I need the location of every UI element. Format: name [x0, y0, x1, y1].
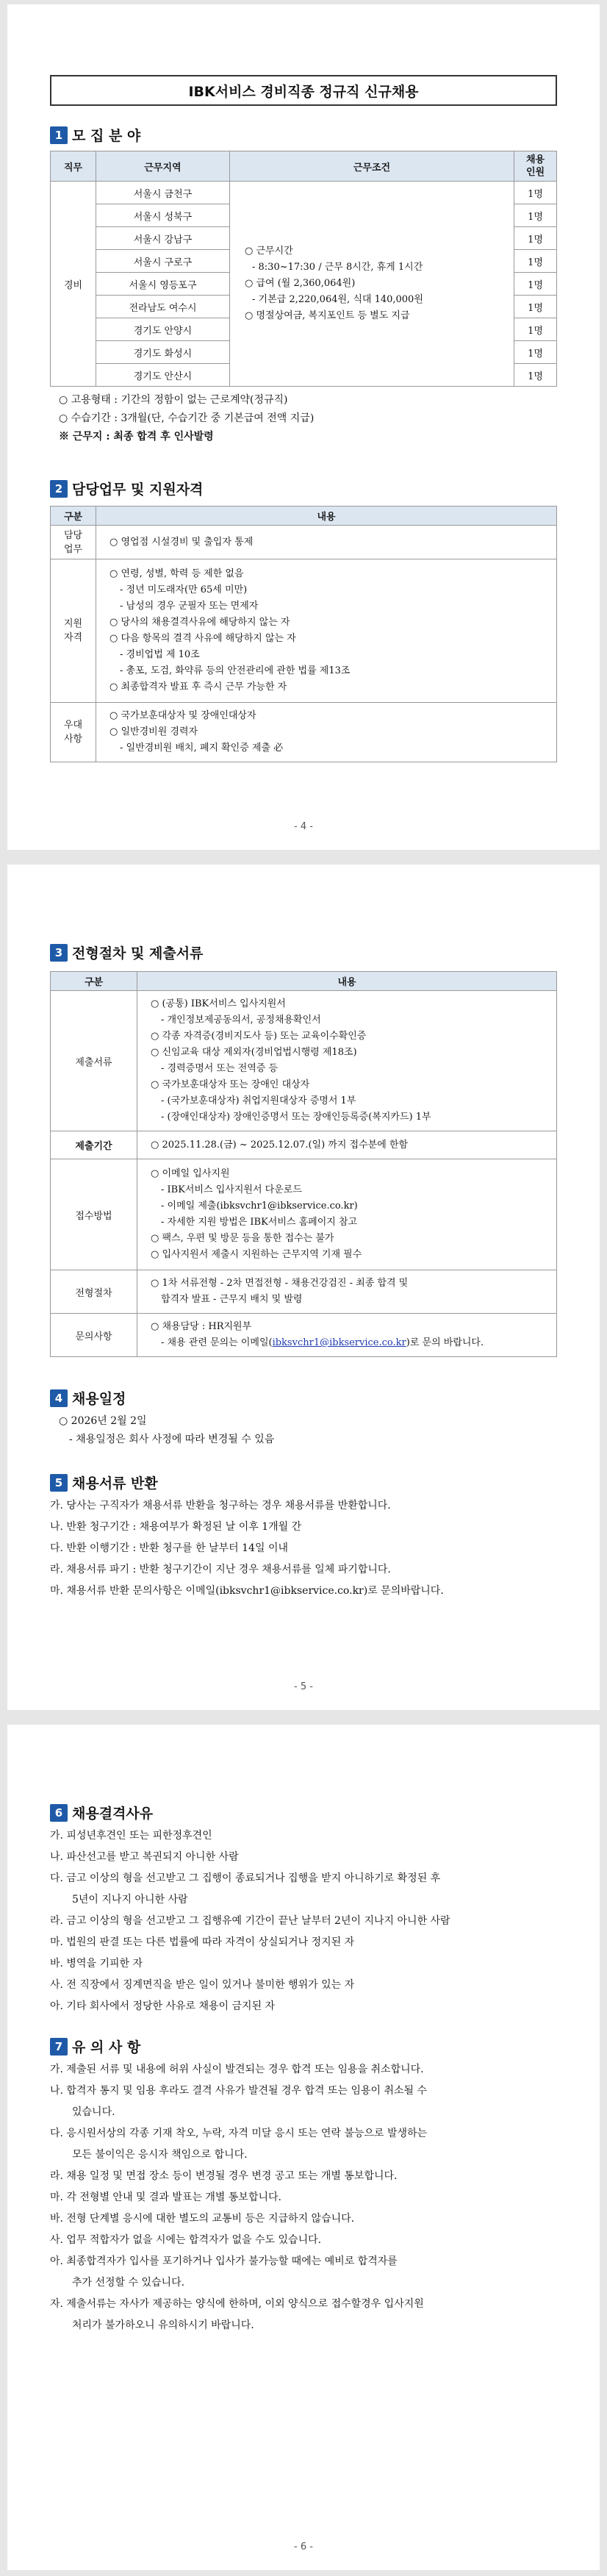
table-header: 근무조건 [230, 151, 514, 182]
caution-line: 아. 최종합격자가 입사를 포기하거나 입사가 불가능할 때에는 예비로 합격자를 [50, 2255, 398, 2267]
disqualification-line: 다. 금고 이상의 형을 선고받고 그 집행이 종료되거나 집행을 받지 아니하기로 확정된 후 [50, 1872, 441, 1884]
section-number-badge: 5 [50, 1474, 68, 1492]
method-line: - 이메일 제출(ibksvchr1@ibkservice.co.kr) [161, 1201, 358, 1212]
qualification-line: ○ 최종합격자 발표 후 즉시 근무 가능한 자 [109, 681, 287, 693]
docs-line: ○ 각종 자격증(경비지도사 등) 또는 교육이수확인증 [151, 1031, 367, 1042]
caution-line: 추가 선정할 수 있습니다. [72, 2277, 185, 2289]
row-label: 담당 업무 [51, 526, 96, 559]
table-header: 채용 인원 [514, 151, 557, 182]
section-title: 채용서류 반환 [72, 1475, 158, 1492]
condition-line: - 8:30~17:30 / 근무 8시간, 휴게 1시간 [252, 262, 423, 273]
document-page-5 [7, 865, 600, 1710]
docs-line: - (국가보훈대상자) 취업지원대상자 증명서 1부 [161, 1095, 356, 1106]
count-cell: 1명 [514, 318, 557, 341]
qualification-line: ○ 당사의 채용결격사유에 해당하지 않는 자 [109, 617, 290, 628]
count-cell: 1명 [514, 341, 557, 364]
region-cell: 경기도 안산시 [96, 364, 230, 387]
table-header: 구분 [51, 972, 137, 991]
docs-line: - 경력증명서 또는 전역증 등 [161, 1063, 279, 1074]
section-5-header [50, 1473, 557, 1492]
count-cell: 1명 [514, 227, 557, 250]
qualification-line: - 경비업법 제 10조 [120, 649, 200, 660]
table-header: 내용 [96, 507, 557, 526]
schedule-line: ○ 2026년 2월 2일 [59, 1415, 147, 1427]
method-line: ○ 팩스, 우편 및 방문 등을 통한 접수는 불가 [151, 1233, 334, 1244]
qualification-line: - 남성의 경우 군필자 또는 면제자 [120, 601, 259, 612]
table-header: 근무지역 [96, 151, 230, 182]
disqualification-line: 나. 파산선고를 받고 복권되지 아니한 사람 [50, 1851, 239, 1863]
region-cell: 서울시 성북구 [96, 204, 230, 227]
caution-line: 사. 업무 적합자가 없을 시에는 합격자가 없을 수도 있습니다. [50, 2234, 322, 2246]
count-cell: 1명 [514, 182, 557, 204]
preference-line: - 일반경비원 배치, 폐지 확인증 제출 必 [120, 743, 284, 754]
section-1-header [50, 125, 557, 145]
row-label: 우대 사항 [51, 703, 96, 762]
disqualification-lines [50, 1825, 557, 2017]
period-line: ○ 2025.11.28.(금) ~ 2025.12.07.(일) 까지 접수분에 한함 [151, 1139, 409, 1151]
condition-line: ○ 근무시간 [245, 246, 293, 257]
condition-line: - 기본급 2,220,064원, 식대 140,000원 [252, 294, 423, 305]
return-line: 다. 반환 이행기간 : 반환 청구를 한 날부터 14일 이내 [50, 1542, 288, 1554]
section-title: 채용일정 [72, 1391, 126, 1407]
contact-text: )로 문의 바랍니다. [406, 1337, 484, 1348]
region-cell: 서울시 구로구 [96, 250, 230, 273]
document-page-6 [7, 1725, 600, 2570]
qualification-line: - 정년 미도래자(만 65세 미만) [120, 584, 248, 595]
docs-line: ○ 국가보훈대상자 또는 장애인 대상자 [151, 1079, 310, 1090]
count-cell: 1명 [514, 296, 557, 318]
note-line: ※ 근무지 : 최종 합격 후 인사발령 [59, 431, 214, 443]
row-label: 문의사항 [51, 1314, 137, 1357]
disqualification-line: 5년이 지나지 아니한 사람 [72, 1894, 188, 1906]
count-cell: 1명 [514, 204, 557, 227]
title-text: IBK서비스 경비직종 정규직 신규채용 [188, 83, 419, 100]
preference-line: ○ 국가보훈대상자 및 장애인대상자 [109, 710, 256, 721]
section-title: 모 집 분 야 [72, 128, 141, 144]
count-cell: 1명 [514, 273, 557, 296]
row-label: 제출서류 [51, 991, 137, 1131]
contact-line: ○ 채용담당 : HR지원부 [151, 1321, 252, 1332]
region-cell: 서울시 금천구 [96, 182, 230, 204]
region-cell: 경기도 안양시 [96, 318, 230, 341]
process-line: 합격자 발표 - 근무지 배치 및 발령 [161, 1294, 303, 1305]
contact-text: - 채용 관련 문의는 이메일( [161, 1337, 273, 1348]
region-cell: 경기도 화성시 [96, 341, 230, 364]
section-title: 전형절차 및 제출서류 [72, 945, 204, 962]
page-number: - 5 - [294, 1681, 313, 1692]
section-number-badge: 3 [50, 944, 68, 962]
caution-line: 다. 응시원서상의 각종 기재 착오, 누락, 자격 미달 응시 또는 연락 불능으로 발생하는 [50, 2128, 428, 2139]
method-line: ○ 입사지원서 제출시 지원하는 근무지역 기재 필수 [151, 1249, 362, 1260]
process-line: ○ 1차 서류전형 - 2차 면접전형 - 채용건강검진 - 최종 합격 및 [151, 1278, 409, 1289]
docs-line: ○ (공통) IBK서비스 입사지원서 [151, 998, 286, 1009]
row-label: 지원 자격 [51, 559, 96, 703]
conditions-cell [230, 182, 514, 387]
disqualification-line: 마. 법원의 판결 또는 다른 법률에 따라 자격이 상실되거나 정지된 자 [50, 1936, 355, 1948]
return-line: 가. 당사는 구직자가 채용서류 반환을 청구하는 경우 채용서류를 반환합니다. [50, 1500, 391, 1511]
process-table [50, 971, 557, 1357]
section-number-badge: 2 [50, 480, 68, 498]
table-header: 구분 [51, 507, 96, 526]
docs-line: - (장애인대상자) 장애인증명서 또는 장애인등록증(복지카드) 1부 [161, 1112, 431, 1123]
row-label: 전형절차 [51, 1270, 137, 1314]
job-cell: 경비 [51, 182, 96, 387]
condition-line: ○ 급여 (월 2,360,064원) [245, 278, 356, 289]
section-title: 담당업무 및 지원자격 [72, 482, 204, 498]
caution-lines [50, 2059, 557, 2336]
section-3-header [50, 942, 557, 962]
region-cell: 서울시 강남구 [96, 227, 230, 250]
count-cell: 1명 [514, 250, 557, 273]
schedule-line: - 채용일정은 회사 사정에 따라 변경될 수 있음 [69, 1434, 275, 1445]
caution-line: 나. 합격자 통지 및 임용 후라도 결격 사유가 발견될 경우 합격 또는 임용이 취소될 수 [50, 2085, 428, 2097]
qualification-line: - 총포, 도검, 화약류 등의 안전관리에 관한 법률 제13조 [120, 665, 351, 676]
docs-line: ○ 신임교육 대상 제외자(경비업법시행령 제18조) [151, 1047, 357, 1058]
caution-line: 바. 전형 단계별 응시에 대한 별도의 교통비 등은 지급하지 않습니다. [50, 2213, 355, 2225]
caution-line: 라. 채용 일정 및 면접 장소 등이 변경될 경우 변경 공고 또는 개별 통보합니다. [50, 2170, 398, 2182]
return-lines [50, 1495, 557, 1602]
disqualification-line: 사. 전 직장에서 징계면직을 받은 일이 있거나 불미한 행위가 있는 자 [50, 1979, 355, 1991]
table-header: 직무 [51, 151, 96, 182]
section-6-header [50, 1803, 557, 1822]
return-line: 라. 채용서류 파기 : 반환 청구기간이 지난 경우 채용서류를 일체 파기합니다. [50, 1564, 391, 1575]
qualification-line: ○ 다음 항목의 결격 사유에 해당하지 않는 자 [109, 633, 296, 644]
caution-line: 자. 제출서류는 자사가 제공하는 양식에 한하며, 이외 양식으로 접수할경우 입사지원 [50, 2298, 424, 2310]
section-number-badge: 6 [50, 1804, 68, 1822]
method-line: ○ 이메일 입사지원 [151, 1168, 230, 1179]
count-cell: 1명 [514, 364, 557, 387]
docs-line: - 개인정보제공동의서, 공정채용확인서 [161, 1015, 321, 1026]
schedule-lines [50, 1412, 557, 1449]
section-title: 유 의 사 항 [72, 2039, 141, 2056]
section-2-header [50, 479, 557, 498]
disqualification-line: 라. 금고 이상의 형을 선고받고 그 집행유예 기간이 끝난 날부터 2년이 지나지 아니한 사람 [50, 1915, 450, 1927]
section-number-badge: 7 [50, 2038, 68, 2056]
note-line: ○ 고용형태 : 기간의 정함이 없는 근로계약(정규직) [59, 394, 288, 406]
page-title [50, 75, 557, 106]
contact-line [151, 1335, 552, 1351]
section-number-badge: 1 [50, 126, 68, 144]
note-line: ○ 수습기간 : 3개월(단, 수습기간 중 기본급여 전액 지급) [59, 412, 315, 424]
return-line: 마. 채용서류 반환 문의사항은 이메일(ibksvchr1@ibkservice.co.kr)로 문의바랍니다. [50, 1585, 444, 1597]
disqualification-line: 가. 피성년후견인 또는 피한정후견인 [50, 1830, 212, 1842]
condition-line: ○ 명절상여금, 복지포인트 등 별도 지급 [245, 310, 410, 321]
caution-line: 마. 각 전형별 안내 및 결과 발표는 개별 통보합니다. [50, 2192, 281, 2203]
caution-line: 있습니다. [72, 2106, 115, 2118]
recruitment-table [50, 151, 557, 387]
row-label: 접수방법 [51, 1159, 137, 1270]
region-cell: 전라남도 여수시 [96, 296, 230, 318]
duties-table [50, 506, 557, 762]
caution-line: 가. 제출된 서류 및 내용에 허위 사실이 발견되는 경우 합격 또는 임용을 취소합니다. [50, 2064, 424, 2075]
return-line: 나. 반환 청구기간 : 채용여부가 확정된 날 이후 1개월 간 [50, 1521, 302, 1533]
method-line: - 자세한 지원 방법은 IBK서비스 홈페이지 참고 [161, 1217, 358, 1228]
document-page-4 [7, 4, 600, 850]
qualification-line: ○ 연령, 성별, 학력 등 제한 없음 [109, 568, 244, 579]
page-number: - 4 - [294, 821, 313, 832]
region-cell: 서울시 영등포구 [96, 273, 230, 296]
section-title: 채용결격사유 [72, 1806, 154, 1822]
disqualification-line: 바. 병역을 기피한 자 [50, 1958, 143, 1969]
caution-line: 처리가 불가하오니 유의하시기 바랍니다. [72, 2319, 254, 2331]
table-header: 내용 [137, 972, 557, 991]
disqualification-line: 아. 기타 회사에서 정당한 사유로 채용이 금지된 자 [50, 2000, 276, 2012]
section-number-badge: 4 [50, 1389, 68, 1407]
row-label: 제출기간 [51, 1131, 137, 1159]
duty-line: ○ 영업점 시설경비 및 출입자 통제 [109, 536, 254, 548]
page-number: - 6 - [294, 2541, 313, 2552]
section-7-header [50, 2036, 557, 2056]
method-line: - IBK서비스 입사지원서 다운로드 [161, 1184, 302, 1195]
section-4-header [50, 1388, 557, 1408]
caution-line: 모든 불이익은 응시자 책임으로 합니다. [72, 2149, 248, 2161]
contact-email-link[interactable]: ibksvchr1@ibkservice.co.kr [272, 1337, 406, 1348]
preference-line: ○ 일반경비원 경력자 [109, 726, 198, 737]
employment-notes [50, 391, 557, 446]
